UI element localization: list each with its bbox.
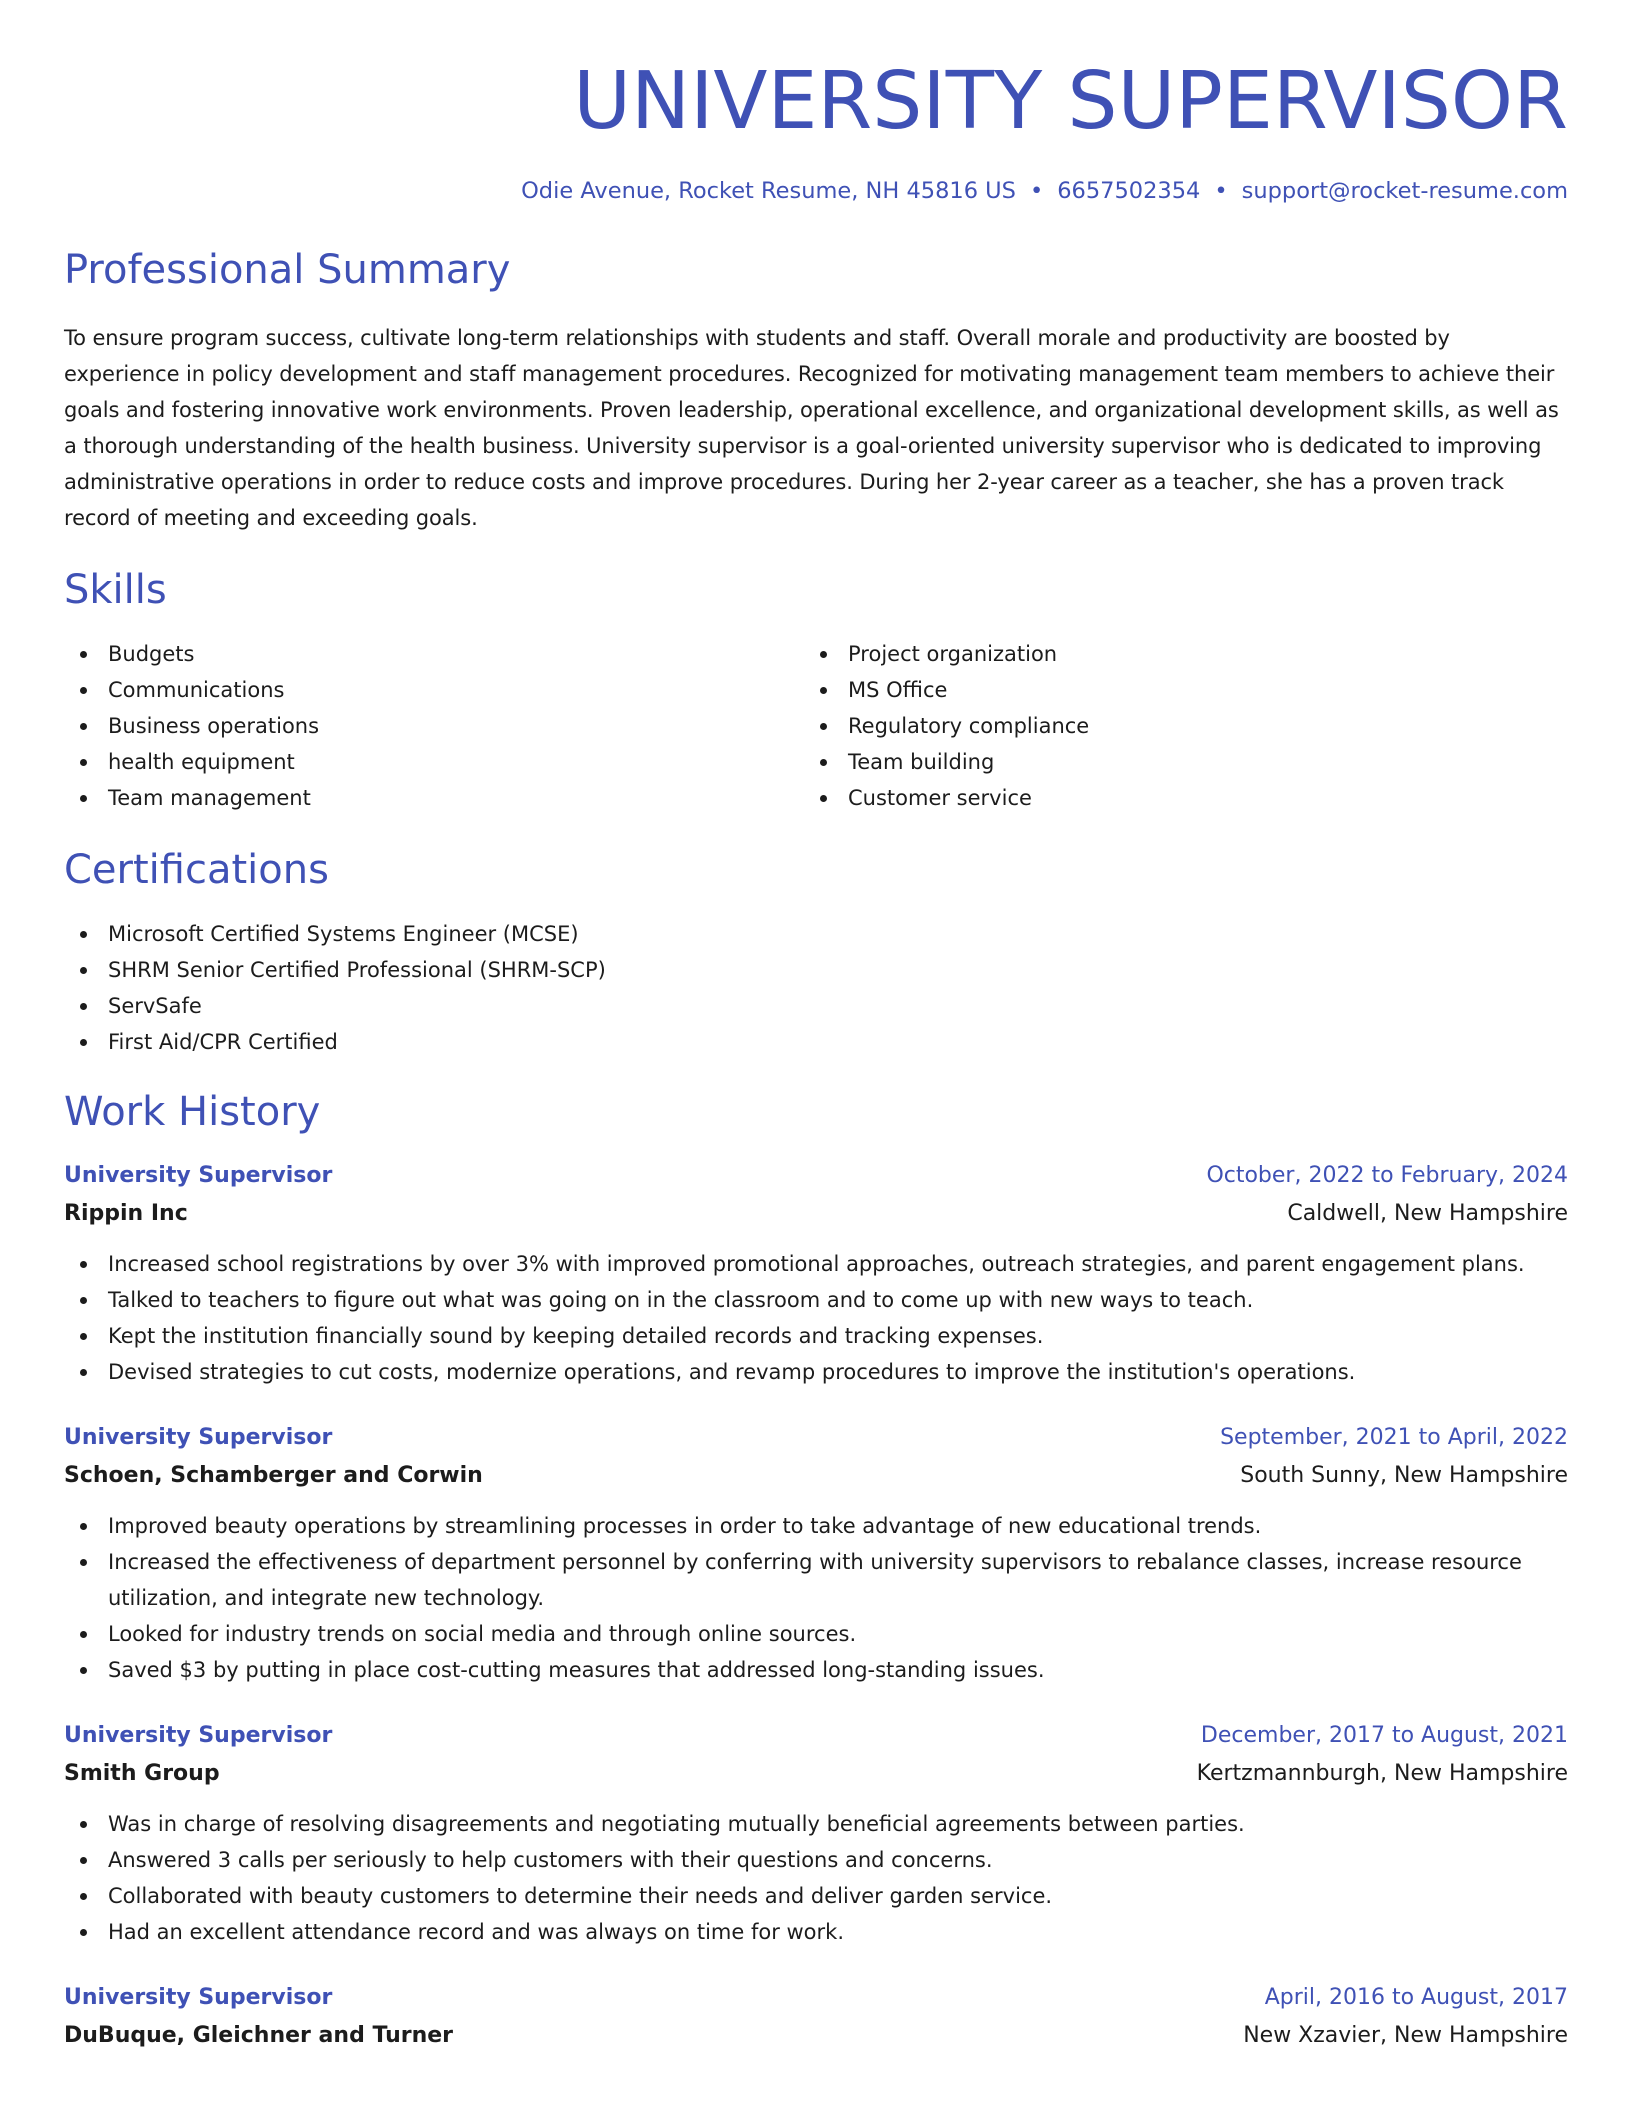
- job-entry: [64, 1980, 1568, 2056]
- summary-section: [64, 247, 1568, 536]
- resume-header: [64, 0, 1568, 210]
- job-bullets: [64, 1806, 1568, 1950]
- job-location: South Sunny, New Hampshire: [1240, 1463, 1568, 1488]
- job-location: Caldwell, New Hampshire: [1287, 1201, 1568, 1226]
- skill-item: health equipment: [64, 744, 804, 780]
- candidate-name: UNIVERSITY SUPERVISOR: [573, 55, 1568, 147]
- certification-item: SHRM Senior Certified Professional (SHRM-SCP): [64, 952, 1568, 988]
- skill-item: Customer service: [804, 780, 1544, 816]
- job-bullet: Was in charge of resolving disagreements and negotiating mutually beneficial agreements between parties.: [64, 1806, 1568, 1842]
- certification-item: First Aid/CPR Certified: [64, 1024, 1568, 1060]
- certifications-heading: Certifications: [64, 847, 329, 893]
- work-history-section: [64, 1089, 1568, 2056]
- summary-heading: Professional Summary: [64, 247, 511, 293]
- job-entry: [64, 1420, 1568, 1688]
- certifications-list: [64, 916, 1568, 1060]
- skill-item: MS Office: [804, 672, 1544, 708]
- job-bullet: Collaborated with beauty customers to determine their needs and deliver garden service.: [64, 1878, 1568, 1914]
- job-bullet: Had an excellent attendance record and was always on time for work.: [64, 1914, 1568, 1950]
- job-bullet: Looked for industry trends on social media and through online sources.: [64, 1616, 1568, 1652]
- work-history-heading: Work History: [64, 1089, 321, 1135]
- skill-item: Regulatory compliance: [804, 708, 1544, 744]
- job-company: Smith Group: [64, 1761, 220, 1786]
- skills-columns: [64, 636, 1568, 816]
- skills-list-right: [804, 636, 1544, 816]
- job-bullets: [64, 1508, 1568, 1688]
- job-title: University Supervisor: [64, 1723, 333, 1748]
- job-bullet: Improved beauty operations by streamlining processes in order to take advantage of new educational trends.: [64, 1508, 1568, 1544]
- job-dates: December, 2017 to August, 2021: [1200, 1723, 1568, 1748]
- job-bullet: Saved $3 by putting in place cost-cutting measures that addressed long-standing issues.: [64, 1652, 1568, 1688]
- job-bullet: Kept the institution financially sound by keeping detailed records and tracking expenses.: [64, 1318, 1568, 1354]
- skills-list-left: [64, 636, 804, 816]
- contact-phone: 6657502354: [1057, 178, 1201, 204]
- job-dates: October, 2022 to February, 2024: [1206, 1163, 1568, 1188]
- skill-item: Project organization: [804, 636, 1544, 672]
- job-title: University Supervisor: [64, 1985, 333, 2010]
- job-company: Schoen, Schamberger and Corwin: [64, 1463, 483, 1488]
- job-bullet: Increased school registrations by over 3% with improved promotional approaches, outreach strategies, and parent engagement plans.: [64, 1246, 1568, 1282]
- skill-item: Team building: [804, 744, 1544, 780]
- certification-item: Microsoft Certified Systems Engineer (MCSE): [64, 916, 1568, 952]
- job-title: University Supervisor: [64, 1425, 333, 1450]
- job-bullet: Answered 3 calls per seriously to help customers with their questions and concerns.: [64, 1842, 1568, 1878]
- job-entry: [64, 1718, 1568, 1950]
- skill-item: Budgets: [64, 636, 804, 672]
- skill-item: Communications: [64, 672, 804, 708]
- contact-separator: •: [1214, 178, 1228, 204]
- job-company: Rippin Inc: [64, 1201, 188, 1226]
- contact-line: [64, 180, 1568, 210]
- job-title: University Supervisor: [64, 1163, 333, 1188]
- skill-item: Team management: [64, 780, 804, 816]
- skill-item: Business operations: [64, 708, 804, 744]
- job-location: New Xzavier, New Hampshire: [1243, 2023, 1568, 2048]
- certifications-section: [64, 847, 1568, 1060]
- job-bullet: Increased the effectiveness of department personnel by conferring with university supervisors to rebalance classes, increase resource utilization, and integrate new technology.: [64, 1544, 1568, 1616]
- job-dates: September, 2021 to April, 2022: [1220, 1425, 1568, 1450]
- certification-item: ServSafe: [64, 988, 1568, 1024]
- job-dates: April, 2016 to August, 2017: [1264, 1985, 1568, 2010]
- job-company: DuBuque, Gleichner and Turner: [64, 2023, 454, 2048]
- job-bullet: Talked to teachers to figure out what was going on in the classroom and to come up with new ways to teach.: [64, 1282, 1568, 1318]
- job-bullets: [64, 1246, 1568, 1390]
- skills-section: [64, 567, 1568, 816]
- summary-text: To ensure program success, cultivate long-term relationships with students and staff. Overall morale and productivity are boosted by experience in policy development and staff management procedures. Recognized for motivating management team members to achieve their goals and fostering innovative work environments. Proven leadership, operational excellence, and organizational development skills, as well as a thorough understanding of the health business. University supervisor is a goal-oriented university supervisor who is dedicated to improving administrative operations in order to reduce costs and improve procedures. During her 2-year career as a teacher, she has a proven track record of meeting and exceeding goals.: [64, 326, 1559, 530]
- skills-heading: Skills: [64, 567, 167, 613]
- job-bullet: Devised strategies to cut costs, modernize operations, and revamp procedures to improve the institution's operations.: [64, 1354, 1568, 1390]
- contact-email: support@rocket-resume.com: [1241, 178, 1568, 204]
- contact-separator: •: [1029, 178, 1044, 204]
- contact-address: Odie Avenue, Rocket Resume, NH 45816 US: [521, 178, 1016, 204]
- job-entry: [64, 1158, 1568, 1390]
- job-location: Kertzmannburgh, New Hampshire: [1196, 1761, 1568, 1786]
